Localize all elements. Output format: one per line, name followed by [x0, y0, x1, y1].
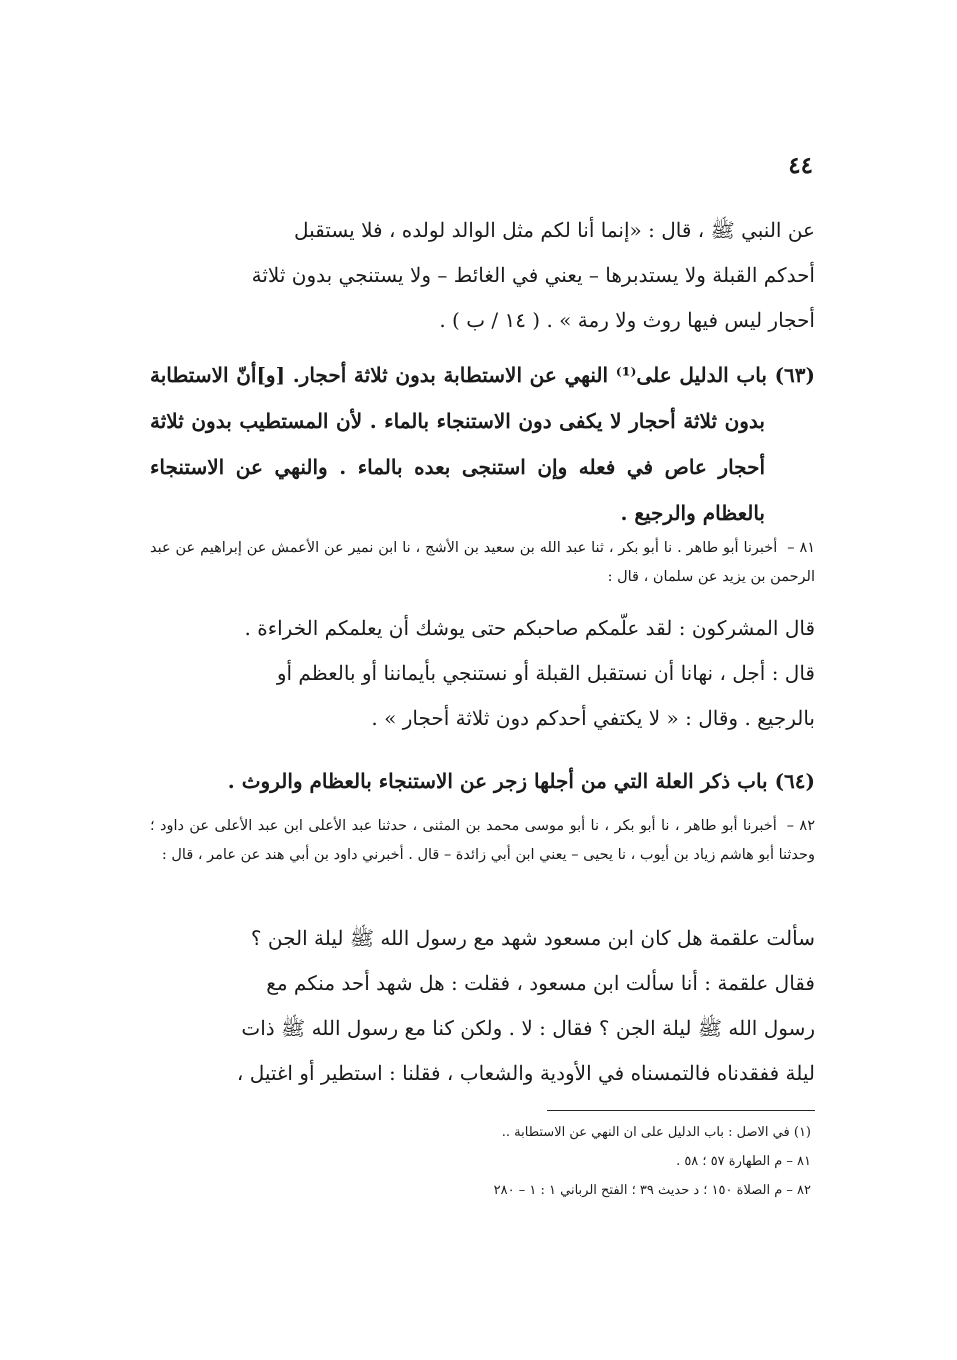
hadith-number: ٨٢ – [786, 818, 815, 834]
opening-hadith-text [150, 208, 815, 343]
hadith-81-isnad [150, 534, 815, 592]
footnote: ٨١ – م الطهارة ٥٧ ؛ ٥٨ . [676, 1154, 811, 1169]
text-line: قال : أجل ، نهانا أن نستقبل القبلة أو نستنجي بأيماننا أو بالعظم أو [276, 661, 815, 685]
chapter-64-heading [150, 758, 815, 804]
text-line: أحدكم القبلة ولا يستدبرها – يعني في الغائط – ولا يستنجي بدون ثلاثة [251, 263, 815, 287]
text-line: أحجار ليس فيها روث ولا رمة » . ( ١٤ / ب ) . [439, 308, 815, 332]
hadith-82-isnad [150, 812, 815, 870]
text-line: بالرجيع . وقال : « لا يكتفي أحدكم دون ثلاثة أحجار » . [371, 706, 815, 730]
chapter-number: (٦٣) [774, 363, 815, 387]
footnote: ٨٢ – م الصلاة ١٥٠ ؛ د حديث ٣٩ ؛ الفتح الرباني ١ : ١ – ٢٨٠ [493, 1183, 811, 1198]
chapter-title: باب الدليل على⁽¹⁾ النهي عن الاستطابة بدون ثلاثة أحجار. [و]أنّ الاستطابة بدون ثلاثة أحجار لا يكفى دون الاستنجاء بالماء . لأن المستطيب بدون ثلاثة أحجار عاص في فعله وإن استنجى بعده بالماء . والنهي عن الاستنجاء بالعظام والرجيع . [150, 363, 767, 525]
text-line: عن النبي ﷺ ، قال : «إنما أنا لكم مثل الوالد لولده ، فلا يستقبل [294, 218, 815, 242]
footnote: (١) في الاصل : باب الدليل على ان النهي عن الاستطابة .. [501, 1125, 811, 1140]
text-line: ليلة ففقدناه فالتمسناه في الأودية والشعاب ، فقلنا : استطير أو اغتيل ، [236, 1061, 815, 1085]
chapter-title: باب ذكر العلة التي من أجلها زجر عن الاستنجاء بالعظام والروث . [227, 769, 768, 793]
text-line: قال المشركون : لقد علّمكم صاحبكم حتى يوشك أن يعلمكم الخراءة . [244, 616, 815, 640]
footnote-divider [547, 1110, 815, 1111]
isnad-text: أخبرنا أبو طاهر ، نا أبو بكر ، نا أبو موسى محمد بن المثنى ، حدثنا عبد الأعلى ابن عبد الأعلى عن داود ؛ وحدثنا أبو هاشم زياد بن أيوب ، نا يحيى – يعني ابن أبي زائدة – قال . أخبرني داود بن أبي هند عن عامر ، قال : [150, 818, 815, 863]
page-number: ٤٤ [788, 152, 813, 179]
chapter-63-heading [150, 352, 815, 536]
chapter-number: (٦٤) [774, 769, 815, 793]
text-line: سألت علقمة هل كان ابن مسعود شهد مع رسول الله ﷺ ليلة الجن ؟ [250, 926, 815, 950]
footnotes [150, 1118, 815, 1205]
text-line: رسول الله ﷺ ليلة الجن ؟ فقال : لا . ولكن كنا مع رسول الله ﷺ ذات [241, 1016, 815, 1040]
hadith-81-matn [150, 606, 815, 741]
isnad-text: أخبرنا أبو طاهر . نا أبو بكر ، ثنا عبد الله بن سعيد بن الأشج ، نا ابن نمير عن الأعمش عن إبراهيم عن عبد الرحمن بن يزيد عن سلمان ، قال : [150, 540, 815, 585]
hadith-82-matn [150, 916, 815, 1096]
hadith-number: ٨١ – [787, 540, 816, 556]
text-line: فقال علقمة : أنا سألت ابن مسعود ، فقلت : هل شهد أحد منكم مع [266, 971, 815, 995]
